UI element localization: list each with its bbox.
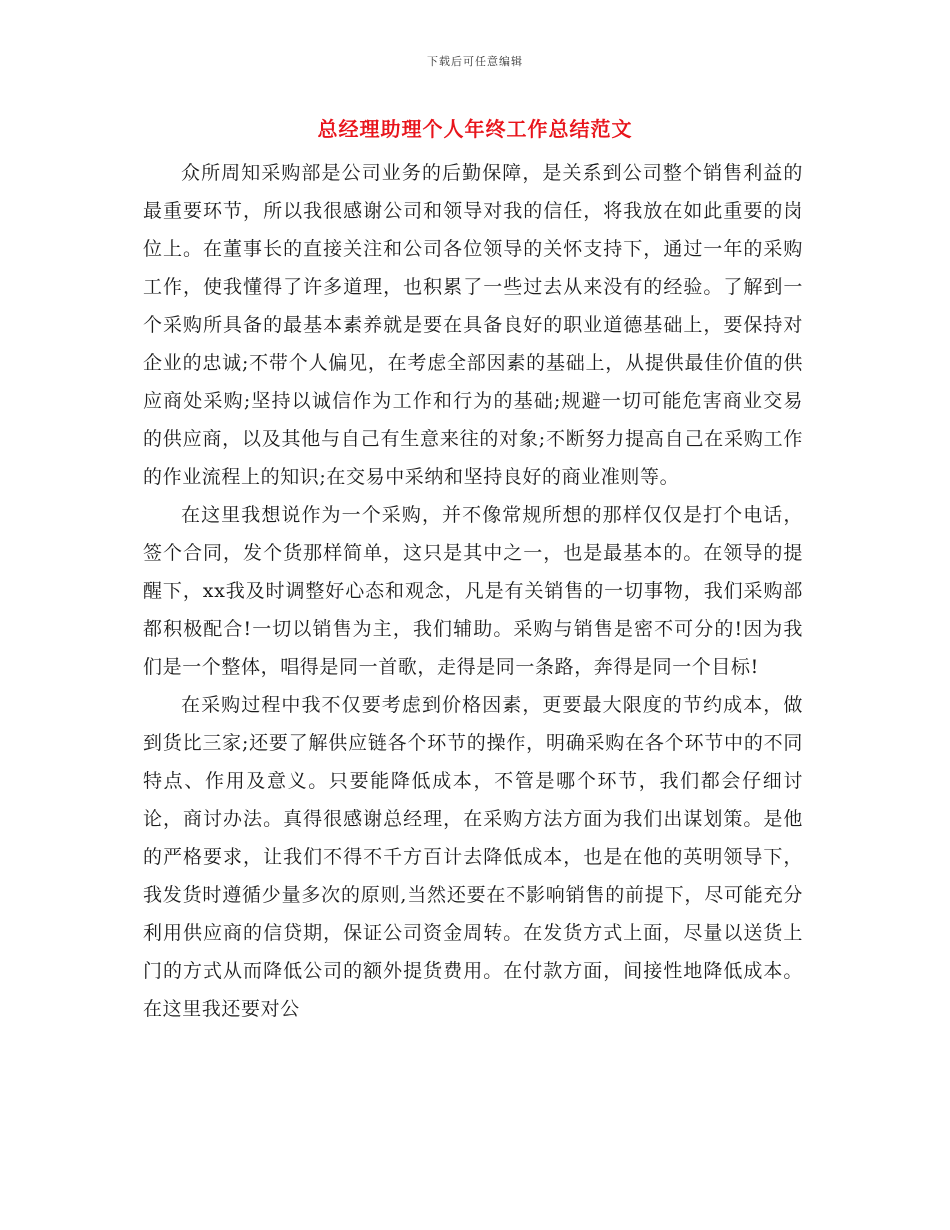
paragraph-2: 在这里我想说作为一个采购，并不像常规所想的那样仅仅是打个电话，签个合同，发个货那样简单，这只是其中之一，也是最基本的。在领导的提醒下，xx我及时调整好心态和观念，凡是有关销售的一切事物，我们采购部都积极配合!一切以销售为主，我们辅助。采购与销售是密不可分的!因为我们是一个整体，唱得是同一首歌，走得是同一条路，奔得是同一个目标!: [143, 504, 803, 678]
paragraph-1: 众所周知采购部是公司业务的后勤保障，是关系到公司整个销售利益的最重要环节，所以我很感谢公司和领导对我的信任，将我放在如此重要的岗位上。在董事长的直接关注和公司各位领导的关怀支持下，通过一年的采购工作，使我懂得了许多道理，也积累了一些过去从来没有的经验。了解到一个采购所具备的最基本素养就是要在具备良好的职业道德基础上，要保持对企业的忠诚;不带个人偏见，在考虑全部因素的基础上，从提供最佳价值的供应商处采购;坚持以诚信作为工作和行为的基础;规避一切可能危害商业交易的供应商，以及其他与自己有生意来往的对象;不断努力提高自己在采购工作的作业流程上的知识;在交易中采纳和坚持良好的商业准则等。: [143, 162, 803, 488]
document-title: 总经理助理个人年终工作总结范文: [317, 117, 633, 141]
page-header-note: 下载后可任意编辑: [427, 55, 523, 68]
paragraph-3: 在采购过程中我不仅要考虑到价格因素，更要最大限度的节约成本，做到货比三家;还要了解供应链各个环节的操作，明确采购在各个环节中的不同特点、作用及意义。只要能降低成本，不管是哪个环节，我们都会仔细讨论，商讨办法。真得很感谢总经理，在采购方法方面为我们出谋划策。是他的严格要求，让我们不得不千方百计去降低成本，也是在他的英明领导下，我发货时遵循少量多次的原则,当然还要在不影响销售的前提下，尽可能充分利用供应商的信贷期，保证公司资金周转。在发货方式上面，尽量以送货上门的方式从而降低公司的额外提货费用。在付款方面，间接性地降低成本。在这里我还要对公: [143, 694, 803, 1020]
document-body: [143, 154, 803, 1028]
